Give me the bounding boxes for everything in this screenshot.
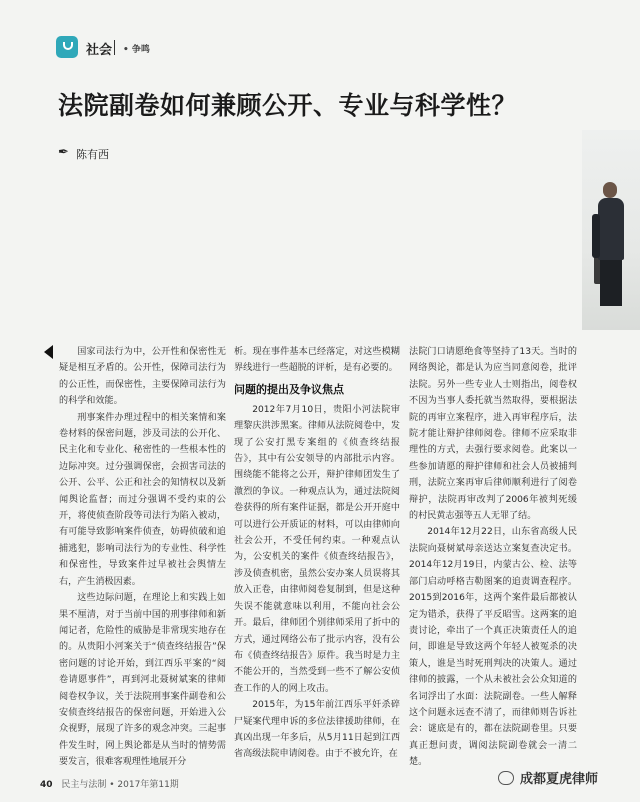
subsection-label: • 争鸣 xyxy=(123,45,150,55)
article-column-1 xyxy=(59,344,226,771)
paragraph: 2015年，为15年前江西乐平奸杀碎尸疑案代理申诉的多位法律援助律师，在真凶出现一年多后，从5月11日起到江西省高级法院申请阅卷。由于不被允许，在 xyxy=(234,700,400,760)
watermark-text: 成都夏虎律师 xyxy=(520,772,599,787)
watermark xyxy=(498,768,598,787)
paragraph: 2012年7月10日，贵阳小河法院审理黎庆洪涉黑案。律师从法院阅卷中，发现了公安打黑专案组的《侦查终结报告》，其中有公安领导的内部批示内容。围绕能不能将之公开，辩护律师团发生了激烈的争议。一种观点认为，通过法院阅卷获得的所有案件证据，都是公开开庭中可以进行公开质证的材料，可以由律师向社会公开，不受任何约束。一种观点认为，公安机关的案件《侦查终结报告》，涉及侦查机密，虽然公安办案人员误将其放入正卷，由律师阅卷复制到，但是这种失误不能就意味以利用，不能向社会公开。最后，律师团个别律师采用了折中的方式，通过网络公布了批示内容，没有公布《侦查终结报告》原件。我当时是力主不能公开的，当然受到一些不了解公安侦查工作的人的网上攻击。 xyxy=(234,404,400,694)
section-heading: 问题的提出及争议焦点 xyxy=(234,382,344,396)
author-name: 陈有西 xyxy=(76,148,109,161)
section-marker-icon xyxy=(44,345,53,359)
wechat-icon xyxy=(498,771,514,785)
section-label: 社会 xyxy=(86,43,113,58)
paragraph: 这些边际问题，在理论上和实践上如果不厘清，对于当前中国的刑事律师和新闻记者，危险性的威胁是非常现实地存在的。从贵阳小河案关于“侦查终结报告”保密问题的讨论开始，到江西乐平案的“阅卷请愿事件”，再到河北聂树斌案的律师阅卷权争议，关于法院刑事案件副卷和公安侦查终结报告的保密问题，开始进入公众视野，展现了许多的观念冲突。三起事件发生时，网上舆论都是从当时的情势需要发言，很难客观理性地展开分 xyxy=(59,593,226,768)
page-footer xyxy=(40,777,179,790)
article-column-3 xyxy=(409,344,577,771)
article-title: 法院副卷如何兼顾公开、专业与科学性？ xyxy=(58,91,518,120)
header-divider xyxy=(114,40,115,55)
paragraph: 国家司法行为中，公开性和保密性无疑是相互矛盾的。公开性，保障司法行为的公正性，而保密性，主要保障司法行为的科学和效能。 xyxy=(59,347,226,407)
paragraph: 法院门口请愿绝食等坚持了13天。当时的网络舆论，都是认为应当同意阅卷，批评法院。另外一些专业人士则指出，阅卷权不因为当事人委托就当然取得，要根据法院的再审立案程序，进入再审程序后，法院才能让辩护律师阅卷。律师不应采取非理性的方式，去强行要求阅卷。此案以一些参加请愿的辩护律师和社会人员被捕判刑，法院立案再审后律师顺利进行了阅卷辩护，法院再审改判了2006年被判死缓的村民黄志强等五人无罪了结。 xyxy=(409,347,577,522)
magazine-logo-icon xyxy=(56,36,78,58)
journal-name: 民主与法制 • 2017年第11期 xyxy=(61,780,179,790)
paragraph: 析。现在事件基本已经落定，对这些模糊界线进行一些超脱的评析，是有必要的。 xyxy=(234,347,400,374)
author-photo xyxy=(582,130,640,330)
pen-icon: ✒ xyxy=(58,145,69,160)
paragraph: 2014年12月22日，山东省高级人民法院向聂树斌母亲送达立案复查决定书。2014年12月19日，内蒙古公、检、法等部门启动呼格吉勒图案的追责调查程序。2015到2016年，这两个案件最后都被认定为错杀，获得了平反昭雪。这两案的追责讨论，牵出了一个真正决策责任人的追问，即谁是导致这两个年轻人被冤杀的决策人，谁是当时死刑判决的决策人。通过律师的披露，一个从未被社会公众知道的名词浮出了水面：法院副卷。一些人解释这个问题永远查不清了，而律师则告诉社会：谜底是有的，都在法院副卷里。只要真正想问责，调阅法院副卷就会一清二楚。 xyxy=(409,527,577,768)
page-number: 40 xyxy=(40,780,53,790)
paragraph: 刑事案件办理过程中的相关案情和案卷材料的保密问题，涉及司法的公开化、民主化和专业化、秘密性的一些根本性的边际冲突。过分强调保密，会损害司法的公开、公平、公正和社会的知情权以及新闻舆论监督；而过分强调不受约束的公开，将使侦查阶段等司法行为陷入被动，有可能导致影响案件侦查，妨碍侦破和追捕逃犯，影响司法行为的专业性、科学性和保密性，导致案件过早被社会舆情左右，产生消极因素。 xyxy=(59,412,226,587)
article-column-2 xyxy=(234,344,400,763)
